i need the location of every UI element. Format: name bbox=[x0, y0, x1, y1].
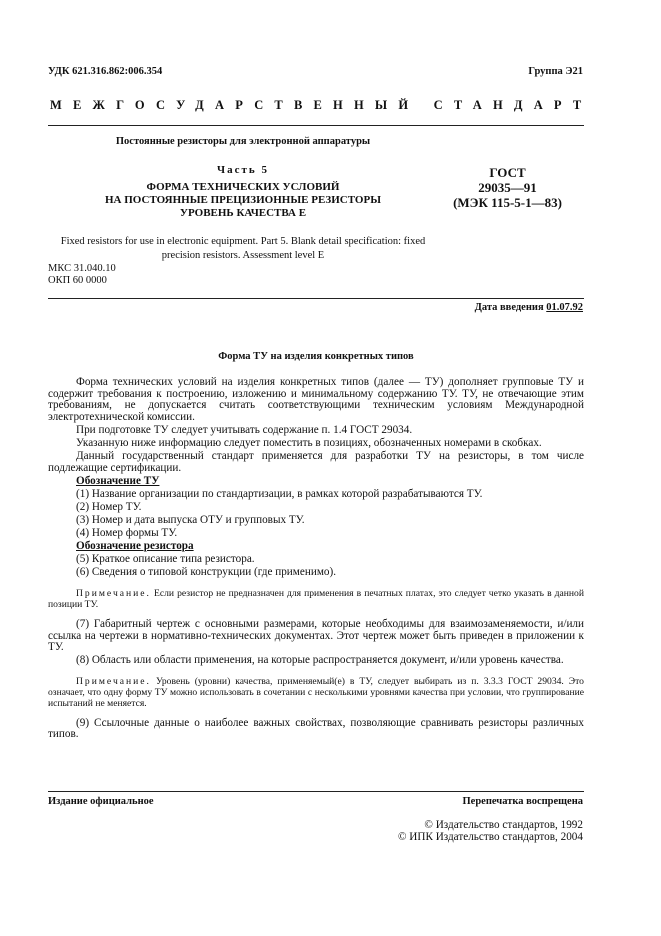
title-line: УРОВЕНЬ КАЧЕСТВА Е bbox=[179, 207, 307, 219]
note-label: Примечание. bbox=[76, 675, 151, 687]
list-item: (4) Номер формы ТУ. bbox=[76, 527, 178, 540]
gost-designation bbox=[430, 165, 585, 210]
title-line: ФОРМА ТЕХНИЧЕСКИХ УСЛОВИЙ bbox=[146, 181, 340, 193]
subheading-resistor-designation: Обозначение резистора bbox=[76, 540, 194, 553]
paragraph: Форма технических условий на изделия конкретных типов (далее — ТУ) дополняет групповые ТУ и содержит требования к построению, изложению и минимальному содержанию ТУ. ТУ, не отвечающие этим требованиям, не допускается считать соответствующими техническим условиям Международной электротехнической комиссии. bbox=[48, 376, 584, 423]
list-item: (6) Сведения о типовой конструкции (где применимо). bbox=[76, 566, 337, 579]
list-item: (7) Габаритный чертеж с основными размерами, которые необходимы для взаимозаменяемости, и/или ссылка на чертежи в нормативно-технических документах. Этот чертеж может быть приведен в приложении к ТУ. bbox=[48, 618, 584, 654]
paragraph: Указанную ниже информацию следует поместить в позициях, обозначенных номерами в скобках. bbox=[76, 436, 542, 449]
top-divider bbox=[48, 125, 584, 126]
mks-code: МКС 31.040.10 bbox=[48, 263, 116, 274]
document-title bbox=[48, 181, 438, 220]
note-label: Примечание. bbox=[76, 588, 151, 599]
copyright bbox=[398, 820, 583, 843]
english-title bbox=[48, 235, 438, 263]
date-value: 01.07.92 bbox=[546, 302, 583, 313]
list-item: (3) Номер и дата выпуска ОТУ и групповых ТУ. bbox=[76, 514, 305, 527]
footer-divider bbox=[48, 791, 584, 792]
body-text bbox=[48, 377, 584, 743]
subheading-tu-designation: Обозначение ТУ bbox=[76, 474, 160, 487]
date-label: Дата введения bbox=[474, 302, 544, 313]
list-item: (1) Название организации по стандартизации, в рамках которой разрабатываются ТУ. bbox=[76, 487, 483, 500]
english-title-line: precision resistors. Assessment level E bbox=[161, 250, 325, 261]
gost-number: 29035—91 bbox=[478, 180, 537, 195]
note bbox=[48, 588, 584, 610]
title-line: НА ПОСТОЯННЫЕ ПРЕЦИЗИОННЫЕ РЕЗИСТОРЫ bbox=[105, 194, 381, 206]
iec-number: (МЭК 115-5-1—83) bbox=[453, 195, 562, 210]
list-item: (8) Область или области применения, на которые распространяется документ, и/или уровень качества. bbox=[76, 654, 564, 667]
list-item: (9) Ссылочные данные о наиболее важных свойствах, позволяющие сравнивать резисторы различных типов. bbox=[48, 716, 584, 741]
note-text: Уровень (уровни) качества, применяемый(е) в ТУ, следует выбирать из п. 3.3.3 ГОСТ 29034. Это означает, что одну форму ТУ можно использовать в сочетании с несколькими уровнями качества при условии, что группирование испытаний не меняется. bbox=[48, 675, 584, 709]
gost-label: ГОСТ bbox=[489, 165, 526, 180]
section-title: Форма ТУ на изделия конкретных типов bbox=[218, 351, 414, 362]
part-label: Часть 5 bbox=[217, 164, 269, 176]
paragraph: При подготовке ТУ следует учитывать содержание п. 1.4 ГОСТ 29034. bbox=[76, 423, 413, 436]
classification-codes bbox=[48, 263, 116, 287]
official-edition: Издание официальное bbox=[48, 796, 154, 807]
reprint-notice: Перепечатка воспрещена bbox=[462, 796, 583, 807]
copyright-line: © Издательство стандартов, 1992 bbox=[424, 819, 583, 831]
copyright-line: © ИПК Издательство стандартов, 2004 bbox=[397, 830, 583, 843]
standard-type: МЕЖГОСУДАРСТВЕННЫЙ СТАНДАРТ bbox=[50, 98, 593, 112]
note-text: Если резистор не предназначен для применения в печатных платах, это следует четко указать в данной позиции ТУ. bbox=[48, 588, 584, 610]
paragraph: Данный государственный стандарт применяется для разработки ТУ на резисторы, в том числе подлежащие сертификации. bbox=[48, 450, 584, 474]
udk-code: УДК 621.316.862:006.354 bbox=[48, 66, 163, 77]
document-subtitle: Постоянные резисторы для электронной аппаратуры bbox=[115, 136, 371, 147]
group-code: Группа Э21 bbox=[528, 66, 583, 77]
introduction-date bbox=[475, 302, 583, 313]
mid-divider bbox=[48, 298, 584, 299]
english-title-line: Fixed resistors for use in electronic equipment. Part 5. Blank detail specification: fixed bbox=[60, 236, 426, 247]
okp-code: ОКП 60 0000 bbox=[48, 275, 107, 286]
list-item: (5) Краткое описание типа резистора. bbox=[76, 553, 255, 566]
list-item: (2) Номер ТУ. bbox=[76, 500, 142, 513]
note bbox=[48, 676, 584, 709]
